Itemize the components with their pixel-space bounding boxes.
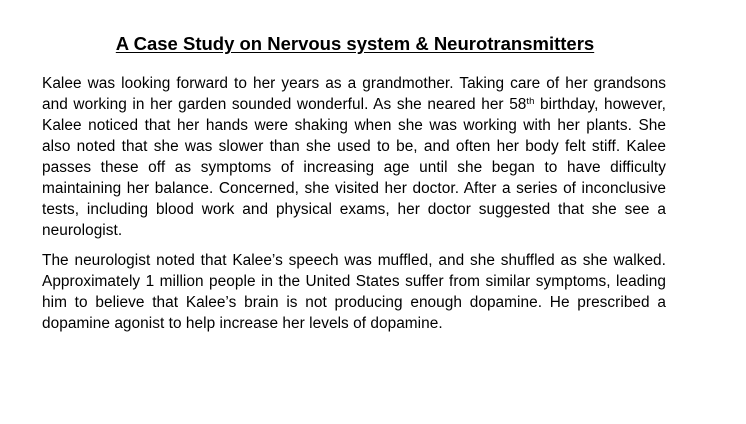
paragraph-1 (42, 73, 666, 241)
document-title: A Case Study on Nervous system & Neurotransmitters (115, 33, 595, 54)
paragraph-1-text-end: birthday, however, Kalee noticed that her hands were shaking when she was working with her plants. She also noted that she was slower than she used to be, and often her body felt stiff. Kalee passes these off as symptoms of increasing age until she began to have difficulty maintaining her balance. Concerned, she visited her doctor. After a series of inconclusive tests, including blood work and physical exams, her doctor suggested that she see a neurologist. (42, 96, 666, 239)
ordinal-superscript: th (526, 96, 535, 107)
paragraph-1-text-start: Kalee was looking forward to her years as a grandmother. Taking care of her grandsons and working in her garden sounded wonderful. As she neared her 58 (42, 75, 666, 113)
paragraph-2: The neurologist noted that Kalee’s speech was muffled, and she shuffled as she walked. Approximately 1 million people in the United States suffer from similar symptoms, leading him to believe that Kalee’s brain is not producing enough dopamine. He prescribed a dopamine agonist to help increase her levels of dopamine. (42, 252, 666, 332)
document-page (42, 33, 666, 343)
